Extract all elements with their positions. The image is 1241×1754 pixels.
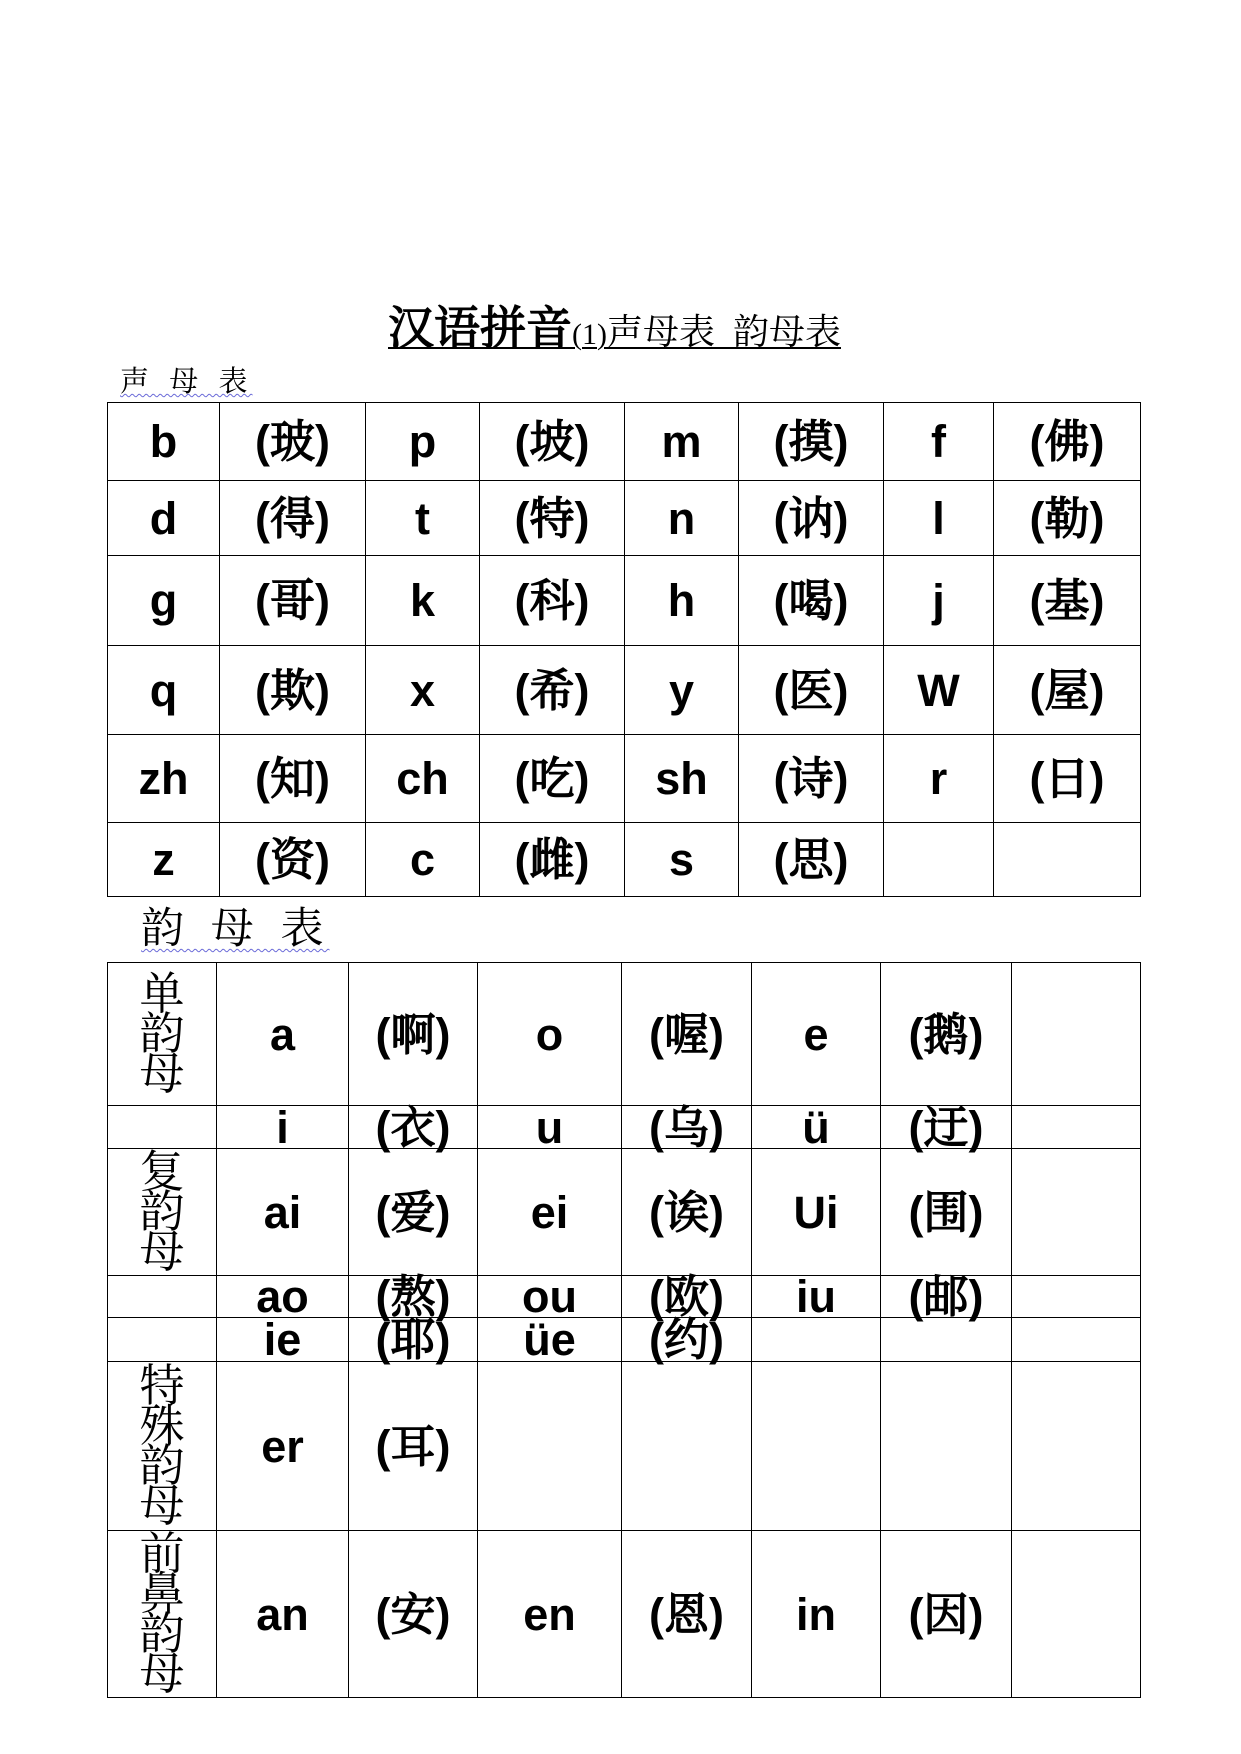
final-pinyin: ou — [478, 1276, 622, 1318]
final-hanzi: (迂) — [881, 1106, 1012, 1149]
document-title — [388, 300, 841, 356]
empty-cell — [108, 1318, 217, 1362]
final-pinyin: en — [478, 1531, 622, 1698]
empty-cell — [1012, 1106, 1141, 1149]
initial-pinyin: y — [625, 646, 739, 735]
empty-cell — [622, 1362, 752, 1531]
final-pinyin: in — [752, 1531, 881, 1698]
initial-hanzi: (医) — [739, 646, 884, 735]
initial-hanzi: (佛) — [994, 403, 1141, 481]
initial-pinyin: x — [366, 646, 480, 735]
final-pinyin: ao — [217, 1276, 349, 1318]
title-subtitle: 声母表 韵母表 — [606, 312, 841, 352]
empty-cell — [752, 1318, 881, 1362]
initial-hanzi: (资) — [220, 823, 366, 897]
initial-hanzi: (勒) — [994, 481, 1141, 556]
finals-heading: 韵 母 表 — [141, 906, 330, 953]
final-pinyin: i — [217, 1106, 349, 1149]
final-hanzi: (约) — [622, 1318, 752, 1362]
final-hanzi: (鹅) — [881, 963, 1012, 1106]
final-pinyin: iu — [752, 1276, 881, 1318]
initial-hanzi: (思) — [739, 823, 884, 897]
initial-pinyin: z — [108, 823, 220, 897]
final-pinyin: ai — [217, 1149, 349, 1276]
initial-hanzi: (基) — [994, 556, 1141, 646]
final-pinyin: üe — [478, 1318, 622, 1362]
empty-cell — [752, 1362, 881, 1531]
final-hanzi: (围) — [881, 1149, 1012, 1276]
empty-cell — [108, 1276, 217, 1318]
initial-hanzi: (哥) — [220, 556, 366, 646]
final-pinyin: er — [217, 1362, 349, 1531]
final-hanzi: (爱) — [349, 1149, 478, 1276]
final-category-cell — [108, 1362, 217, 1531]
initial-hanzi: (得) — [220, 481, 366, 556]
initial-hanzi: (特) — [480, 481, 625, 556]
initial-hanzi: (玻) — [220, 403, 366, 481]
initial-pinyin: m — [625, 403, 739, 481]
initial-pinyin: j — [884, 556, 994, 646]
initial-pinyin: n — [625, 481, 739, 556]
initial-pinyin: W — [884, 646, 994, 735]
empty-cell — [108, 1106, 217, 1149]
title-main: 汉语拼音 — [388, 302, 572, 354]
initial-pinyin: d — [108, 481, 220, 556]
final-pinyin: ü — [752, 1106, 881, 1149]
initial-hanzi: (坡) — [480, 403, 625, 481]
final-pinyin: e — [752, 963, 881, 1106]
initial-hanzi: (日) — [994, 735, 1141, 823]
initial-hanzi: (吃) — [480, 735, 625, 823]
final-hanzi: (安) — [349, 1531, 478, 1698]
initial-pinyin: f — [884, 403, 994, 481]
final-hanzi: (耳) — [349, 1362, 478, 1531]
initial-pinyin: s — [625, 823, 739, 897]
final-pinyin: a — [217, 963, 349, 1106]
final-pinyin: o — [478, 963, 622, 1106]
empty-cell — [1012, 1149, 1141, 1276]
initial-pinyin: p — [366, 403, 480, 481]
final-pinyin: an — [217, 1531, 349, 1698]
final-category-label: 单韵母 — [139, 969, 185, 1099]
empty-cell — [1012, 1531, 1141, 1698]
final-category-cell — [108, 963, 217, 1106]
initial-pinyin: l — [884, 481, 994, 556]
final-hanzi: (耶) — [349, 1318, 478, 1362]
final-hanzi: (衣) — [349, 1106, 478, 1149]
final-hanzi: (恩) — [622, 1531, 752, 1698]
final-pinyin: ei — [478, 1149, 622, 1276]
empty-cell — [994, 823, 1141, 897]
empty-cell — [1012, 1318, 1141, 1362]
initial-pinyin: g — [108, 556, 220, 646]
initial-hanzi: (雌) — [480, 823, 625, 897]
final-category-label: 前鼻韵母 — [139, 1529, 185, 1699]
initial-hanzi: (科) — [480, 556, 625, 646]
initial-pinyin: c — [366, 823, 480, 897]
final-category-label: 特殊韵母 — [139, 1361, 185, 1531]
final-hanzi: (欧) — [622, 1276, 752, 1318]
final-hanzi: (因) — [881, 1531, 1012, 1698]
initial-pinyin: ch — [366, 735, 480, 823]
initial-pinyin: t — [366, 481, 480, 556]
initial-pinyin: h — [625, 556, 739, 646]
final-hanzi: (喔) — [622, 963, 752, 1106]
initial-pinyin: r — [884, 735, 994, 823]
initial-pinyin: sh — [625, 735, 739, 823]
final-pinyin: ie — [217, 1318, 349, 1362]
initial-hanzi: (摸) — [739, 403, 884, 481]
initial-hanzi: (希) — [480, 646, 625, 735]
initials-heading: 声 母 表 — [120, 366, 253, 398]
initial-hanzi: (喝) — [739, 556, 884, 646]
initial-hanzi: (知) — [220, 735, 366, 823]
final-category-cell — [108, 1149, 217, 1276]
final-hanzi: (诶) — [622, 1149, 752, 1276]
finals-table — [107, 962, 1141, 1698]
empty-cell — [884, 823, 994, 897]
empty-cell — [1012, 1276, 1141, 1318]
empty-cell — [478, 1362, 622, 1531]
initial-pinyin: b — [108, 403, 220, 481]
initial-pinyin: zh — [108, 735, 220, 823]
initial-pinyin: k — [366, 556, 480, 646]
initial-hanzi: (欺) — [220, 646, 366, 735]
title-number: (1) — [572, 318, 607, 351]
final-hanzi: (熬) — [349, 1276, 478, 1318]
empty-cell — [881, 1318, 1012, 1362]
final-pinyin: u — [478, 1106, 622, 1149]
empty-cell — [1012, 963, 1141, 1106]
initial-hanzi: (讷) — [739, 481, 884, 556]
initial-hanzi: (屋) — [994, 646, 1141, 735]
final-hanzi: (乌) — [622, 1106, 752, 1149]
final-hanzi: (啊) — [349, 963, 478, 1106]
final-pinyin: Ui — [752, 1149, 881, 1276]
initial-hanzi: (诗) — [739, 735, 884, 823]
empty-cell — [881, 1362, 1012, 1531]
initial-pinyin: q — [108, 646, 220, 735]
empty-cell — [1012, 1362, 1141, 1531]
final-hanzi: (邮) — [881, 1276, 1012, 1318]
final-category-label: 复韵母 — [139, 1147, 185, 1277]
final-category-cell — [108, 1531, 217, 1698]
initials-table — [107, 402, 1141, 897]
